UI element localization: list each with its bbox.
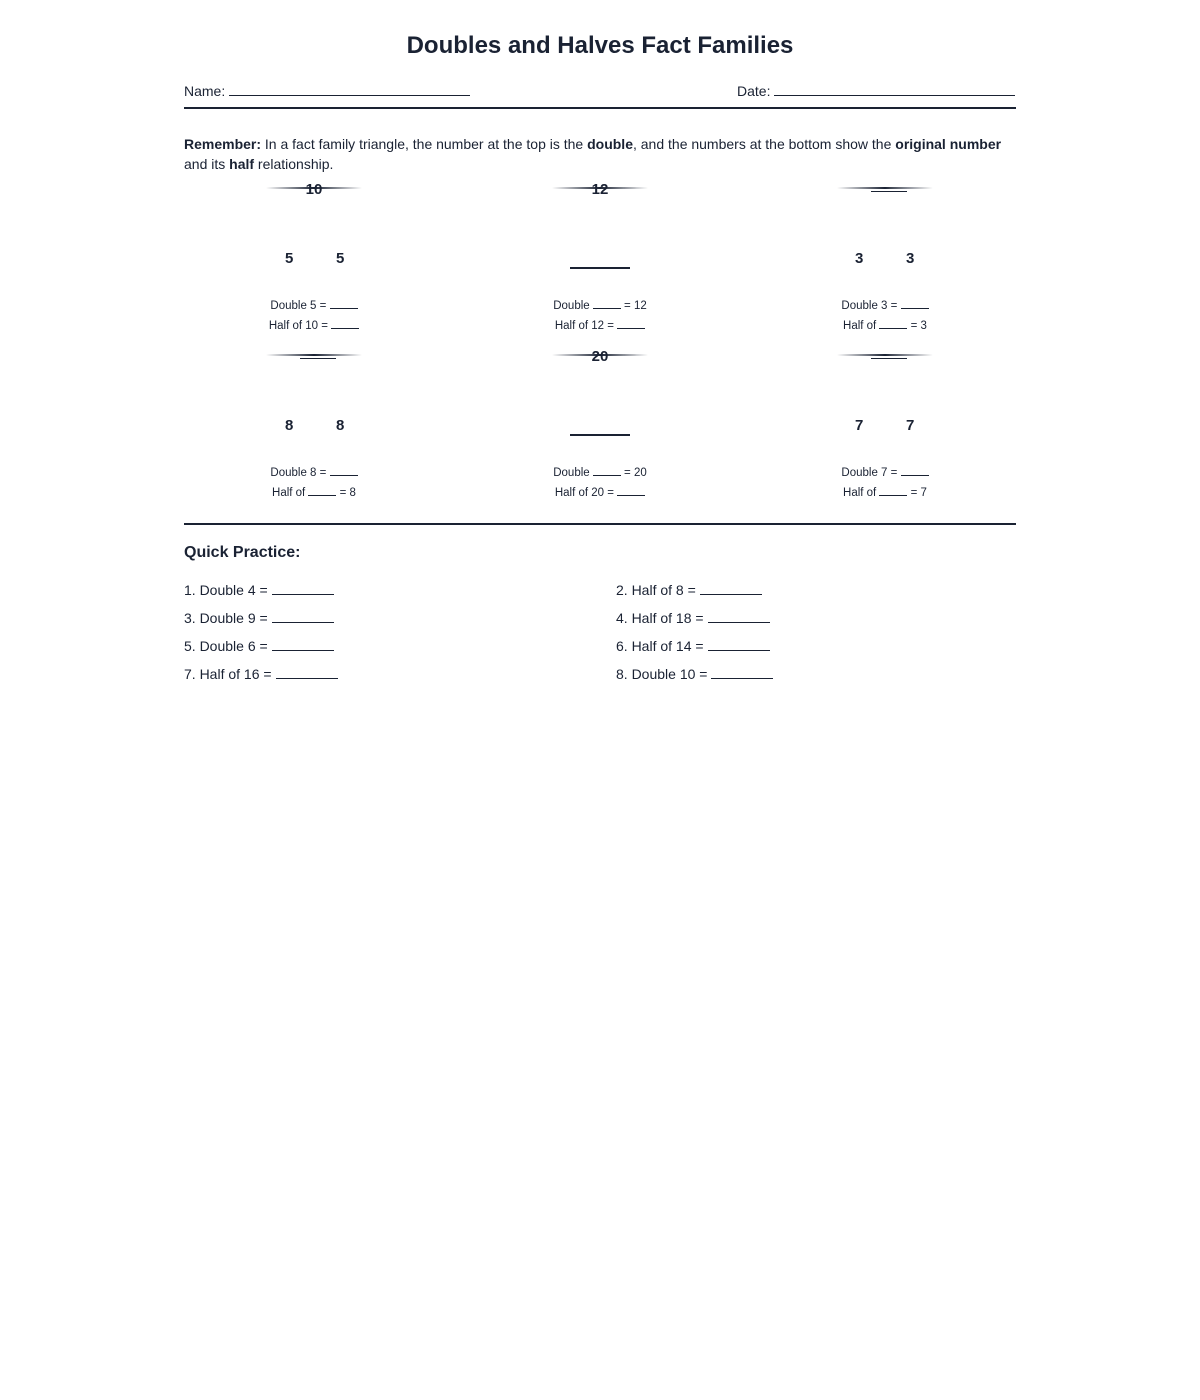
practice-answer-blank[interactable]	[272, 608, 334, 623]
triangle-bottom-right-number: 7	[906, 417, 915, 434]
remember-text: and its	[184, 156, 230, 172]
triangle-bottom-left-number: 3	[855, 250, 864, 267]
triangle-bottom-left-number: 8	[285, 417, 294, 434]
equation-text: Half of 20 =	[554, 487, 618, 499]
practice-item	[184, 608, 334, 626]
header-divider	[184, 107, 1016, 109]
equation-text: Half of	[272, 487, 309, 499]
triangle-bottom-left-number: 7	[855, 417, 864, 434]
practice-question: 4. Half of 18 =	[616, 610, 704, 626]
remember-text: relationship.	[254, 156, 334, 172]
equation-text: Double	[553, 300, 593, 312]
triangle-bottom-right-number: 5	[336, 250, 345, 267]
remember-text: In a fact family triangle, the number at the top is the	[261, 136, 588, 152]
fact-triangle	[214, 350, 414, 510]
name-label: Name:	[184, 83, 226, 99]
triangle-right-edge	[885, 187, 933, 189]
double-equation	[214, 465, 414, 479]
name-blank[interactable]	[229, 81, 470, 96]
triangle-top-number: 10	[305, 181, 323, 198]
equation-text: = 7	[907, 487, 927, 499]
triangle-top-number: 12	[591, 181, 609, 198]
practice-item	[184, 664, 338, 682]
practice-item	[616, 636, 770, 654]
answer-blank[interactable]	[330, 465, 358, 476]
practice-question: 2. Half of 8 =	[616, 582, 696, 598]
answer-blank[interactable]	[901, 465, 929, 476]
fact-triangle	[785, 183, 985, 343]
answer-blank[interactable]	[617, 485, 645, 496]
half-equation	[785, 318, 985, 332]
equation-text: Double 5 =	[270, 300, 330, 312]
practice-answer-blank[interactable]	[708, 608, 770, 623]
practice-item	[184, 636, 334, 654]
triangle-bottom-blank[interactable]	[570, 434, 630, 436]
remember-label: Remember:	[184, 136, 262, 152]
date-field	[737, 81, 1015, 99]
equation-text: Double	[553, 467, 593, 479]
triangle-bottom-right-number: 3	[906, 250, 915, 267]
equation-text: Half of	[843, 487, 880, 499]
answer-blank[interactable]	[330, 298, 358, 309]
half-equation	[785, 485, 985, 499]
remember-bold-original: original number	[895, 136, 1002, 152]
half-equation	[214, 318, 414, 332]
practice-answer-blank[interactable]	[700, 580, 762, 595]
practice-answer-blank[interactable]	[276, 664, 338, 679]
practice-answer-blank[interactable]	[272, 636, 334, 651]
triangle-top-blank[interactable]	[871, 358, 907, 359]
triangle-bottom-left-number: 5	[285, 250, 294, 267]
page-title: Doubles and Halves Fact Families	[406, 32, 794, 59]
triangle-top-blank[interactable]	[300, 358, 336, 359]
answer-blank[interactable]	[617, 318, 645, 329]
fact-triangle	[500, 350, 700, 510]
equation-text: = 12	[620, 300, 647, 312]
answer-blank[interactable]	[308, 485, 336, 496]
practice-item	[616, 608, 770, 626]
answer-blank[interactable]	[901, 298, 929, 309]
quick-practice-title: Quick Practice:	[184, 544, 301, 561]
practice-question: 1. Double 4 =	[184, 582, 268, 598]
remember-bold-half: half	[229, 156, 255, 172]
fact-triangle	[785, 350, 985, 510]
equation-text: = 3	[907, 320, 927, 332]
equation-text: = 20	[620, 467, 647, 479]
practice-question: 6. Half of 14 =	[616, 638, 704, 654]
double-equation	[500, 298, 700, 312]
double-equation	[785, 465, 985, 479]
half-equation	[214, 485, 414, 499]
date-label: Date:	[737, 83, 771, 99]
triangle-right-edge	[314, 354, 362, 356]
practice-question: 7. Half of 16 =	[184, 666, 272, 682]
practice-answer-blank[interactable]	[711, 664, 773, 679]
double-equation	[785, 298, 985, 312]
equation-text: Double 7 =	[841, 467, 901, 479]
equation-text: Half of 10 =	[268, 320, 332, 332]
fact-triangle	[214, 183, 414, 343]
practice-item	[184, 580, 334, 598]
section-divider	[184, 523, 1016, 525]
name-field	[184, 81, 470, 99]
equation-text: = 8	[336, 487, 356, 499]
date-blank[interactable]	[774, 81, 1015, 96]
practice-answer-blank[interactable]	[708, 636, 770, 651]
answer-blank[interactable]	[879, 485, 907, 496]
remember-text: , and the numbers at the bottom show the	[632, 136, 896, 152]
practice-item	[616, 580, 762, 598]
practice-answer-blank[interactable]	[272, 580, 334, 595]
equation-text: Double 3 =	[841, 300, 901, 312]
double-equation	[214, 298, 414, 312]
triangle-top-blank[interactable]	[871, 191, 907, 192]
practice-item	[616, 664, 773, 682]
triangle-right-edge	[885, 354, 933, 356]
triangle-top-number: 20	[591, 348, 609, 365]
equation-text: Double 8 =	[270, 467, 330, 479]
practice-question: 3. Double 9 =	[184, 610, 268, 626]
triangle-bottom-blank[interactable]	[570, 267, 630, 269]
practice-question: 5. Double 6 =	[184, 638, 268, 654]
practice-question: 8. Double 10 =	[616, 666, 708, 682]
remember-bold-double: double	[587, 136, 633, 152]
equation-text: Half of	[843, 320, 880, 332]
triangle-left-edge	[837, 187, 885, 189]
remember-note	[184, 134, 1016, 174]
answer-blank[interactable]	[879, 318, 907, 329]
answer-blank[interactable]	[593, 465, 621, 476]
triangle-bottom-right-number: 8	[336, 417, 345, 434]
fact-triangle	[500, 183, 700, 343]
answer-blank[interactable]	[331, 318, 359, 329]
equation-text: Half of 12 =	[554, 320, 618, 332]
half-equation	[500, 485, 700, 499]
half-equation	[500, 318, 700, 332]
triangle-left-edge	[837, 354, 885, 356]
double-equation	[500, 465, 700, 479]
triangle-left-edge	[266, 354, 314, 356]
answer-blank[interactable]	[593, 298, 621, 309]
